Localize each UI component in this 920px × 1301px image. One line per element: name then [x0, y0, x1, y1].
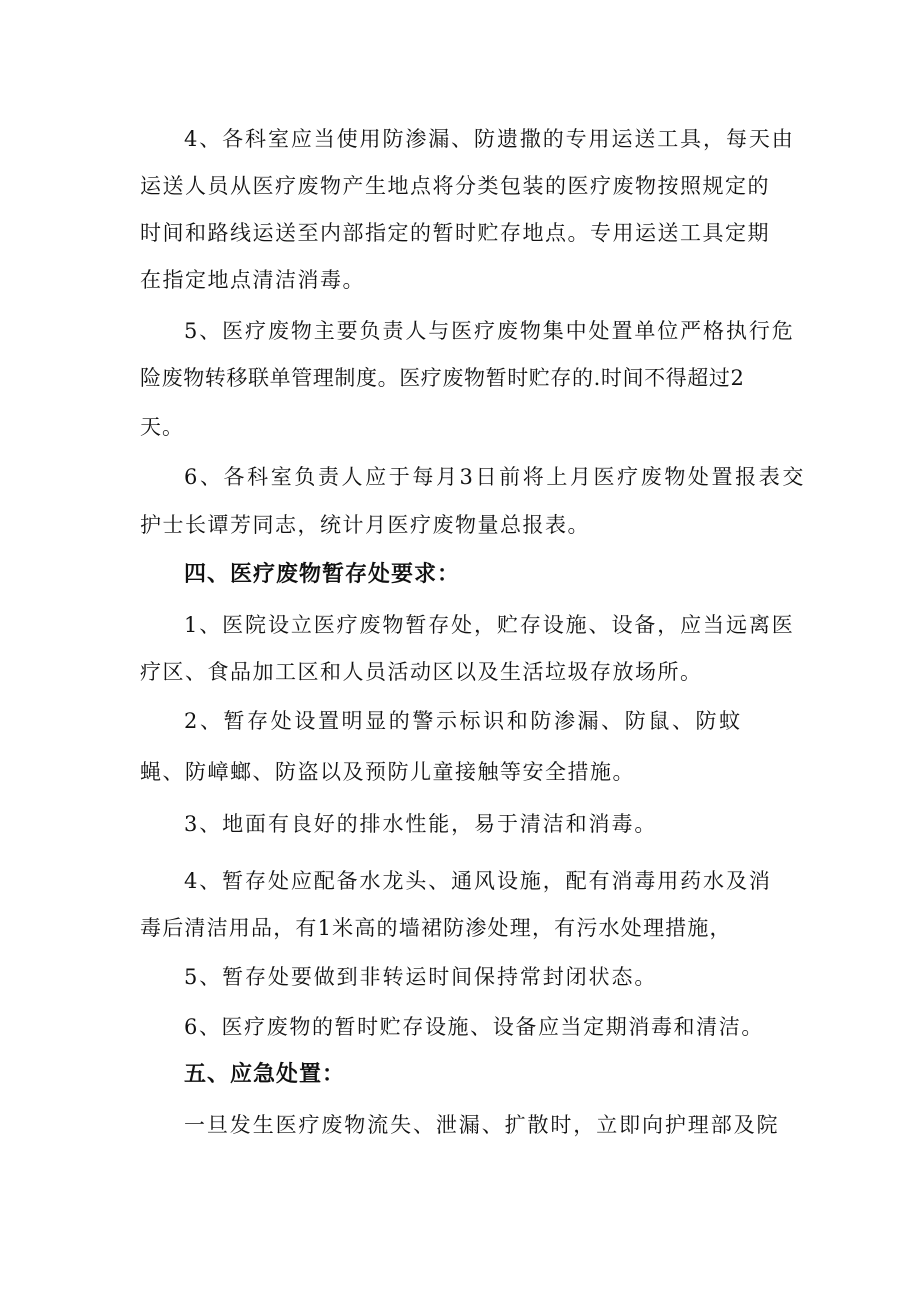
paragraph-line: 险废物转移联单管理制度。医疗废物暂时贮存的.时间不得超过2: [140, 366, 745, 390]
paragraph-line: 在指定地点清洁消毒。: [140, 268, 365, 292]
paragraph-line: 4、暂存处应配备水龙头、通风设施，配有消毒用药水及消: [184, 869, 772, 893]
paragraph-line: 蝇、防嶂螂、防盗以及预防儿童接触等安全措施。: [140, 760, 635, 784]
paragraph-line: 护士长谭芳同志，统计月医疗废物量总报表。: [140, 513, 590, 537]
paragraph-line: 3、地面有良好的排水性能，易于清洁和消毒。: [184, 812, 658, 836]
section-heading-4: 四、医疗废物暂存处要求：: [184, 562, 461, 587]
paragraph-line: 5、暂存处要做到非转运时间保持常封闭状态。: [184, 965, 658, 989]
paragraph-line: 2、暂存处设置明显的警示标识和防渗漏、防鼠、防蚊: [184, 709, 743, 733]
paragraph-line: 4、各科室应当使用防渗漏、防遗撒的专用运送工具，每天由: [184, 127, 795, 151]
paragraph-line: 疗区、食品加工区和人员活动区以及生活垃圾存放场所。: [140, 660, 703, 684]
paragraph-line: 1、医院设立医疗废物暂存处，贮存设施、设备，应当远离医: [184, 613, 795, 637]
paragraph-line: 6、各科室负责人应于每月3日前将上月医疗废物处置报表交: [184, 465, 806, 489]
paragraph-line: 毒后清洁用品，有1米高的墙裙防渗处理，有污水处理措施，: [140, 916, 732, 940]
paragraph-line: 一旦发生医疗废物流失、泄漏、扩散时，立即向护理部及院: [184, 1113, 780, 1137]
paragraph-line: 6、医疗废物的暂时贮存设施、设备应当定期消毒和清洁。: [184, 1015, 764, 1039]
paragraph-line: 5、医疗废物主要负责人与医疗废物集中处置单位严格执行危: [184, 319, 795, 343]
paragraph-line: 天。: [140, 415, 184, 439]
paragraph-line: 运送人员从医疗废物产生地点将分类包装的医疗废物按照规定的: [140, 174, 770, 198]
section-heading-5: 五、应急处置：: [184, 1062, 346, 1087]
paragraph-line: 时间和路线运送至内部指定的暂时贮存地点。专用运送工具定期: [140, 221, 770, 245]
